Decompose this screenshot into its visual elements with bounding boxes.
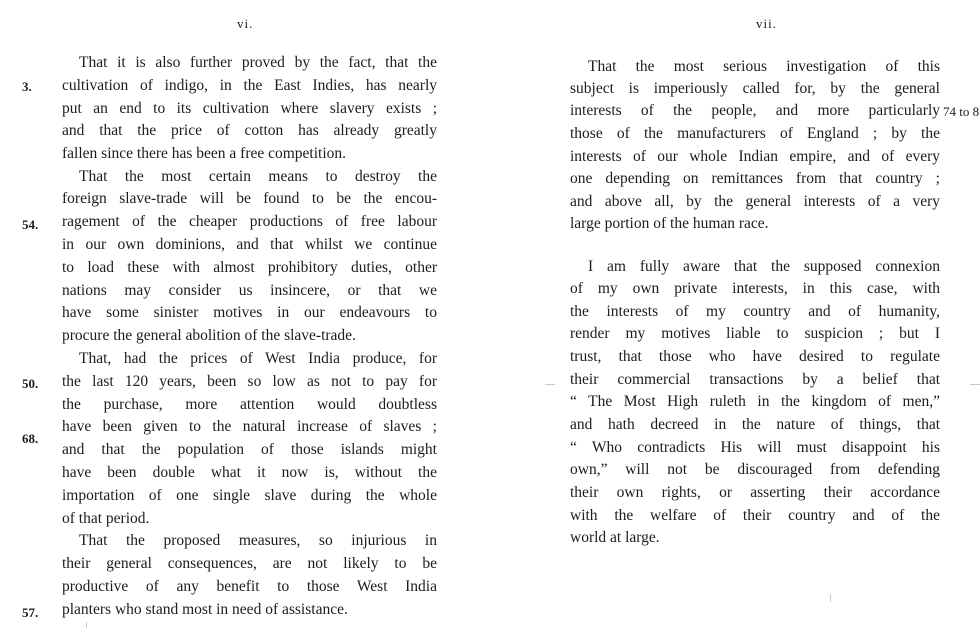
- text-line: and above all, by the general interests of a very: [570, 193, 940, 210]
- page-number-right: vii.: [756, 16, 777, 31]
- text-line: have been double what it now is, without the: [62, 464, 437, 481]
- text-line: their commercial transactions by a belief that: [570, 371, 940, 388]
- text-line: interests of our whole Indian empire, and of every: [570, 148, 940, 165]
- text-line: That the most certain means to destroy the: [79, 168, 437, 185]
- crop-mark: [86, 622, 87, 628]
- text-line: the purchase, more attention would doubtless: [62, 396, 437, 413]
- text-line: with the welfare of their country and of the: [570, 507, 940, 524]
- text-line: to load these with almost prohibitory duties, other: [62, 259, 437, 276]
- text-line: put an end to its cultivation where slavery exists ;: [62, 100, 437, 117]
- text-line: trust, that those who have desired to regulate: [570, 348, 940, 365]
- text-line: planters who stand most in need of assistance.: [62, 601, 348, 618]
- page-number-left: vi.: [237, 16, 254, 31]
- text-line: those of the manufacturers of England ; by the: [570, 125, 940, 142]
- text-line: foreign slave-trade will be found to be the encou-: [62, 190, 437, 207]
- text-line: large portion of the human race.: [570, 215, 769, 232]
- text-line: subject is imperiously called for, by the general: [570, 80, 940, 97]
- text-line: That, had the prices of West India produce, for: [79, 350, 437, 367]
- margin-reference: 57.: [22, 605, 39, 620]
- text-line: That the most serious investigation of this: [588, 58, 940, 75]
- text-line: in our own dominions, and that whilst we continue: [62, 236, 437, 253]
- text-line: ragement of the cheaper productions of free labour: [62, 213, 437, 230]
- text-line: render my motives liable to suspicion ; but I: [570, 325, 940, 342]
- crop-mark: [970, 384, 980, 385]
- margin-reference: 50.: [22, 376, 39, 391]
- text-line: interests of the people, and more particularly: [570, 102, 940, 119]
- text-line: their own rights, or asserting their accordance: [570, 484, 940, 501]
- margin-reference: 74 to 8: [943, 104, 980, 119]
- text-line: the interests of my country and of humanity,: [570, 303, 940, 320]
- text-line: world at large.: [570, 529, 660, 546]
- text-line: nations may consider us insincere, or that we: [62, 282, 437, 299]
- text-line: cultivation of indigo, in the East Indies, has nearly: [62, 77, 437, 94]
- text-line: “ The Most High ruleth in the kingdom of men,”: [570, 393, 940, 410]
- text-line: productive of any benefit to those West India: [62, 578, 437, 595]
- crop-mark: [545, 384, 555, 385]
- text-line: of that period.: [62, 510, 150, 527]
- text-line: have been given to the natural increase of slaves ;: [62, 418, 437, 435]
- text-line: have some sinister motives in our endeavours to: [62, 304, 437, 321]
- text-line: That it is also further proved by the fact, that the: [79, 54, 437, 71]
- margin-reference: 54.: [22, 217, 39, 232]
- margin-reference: 68.: [22, 431, 39, 446]
- text-line: I am fully aware that the supposed connexion: [588, 258, 940, 275]
- text-line: the last 120 years, been so low as not to pay for: [62, 373, 437, 390]
- crop-mark: [830, 594, 831, 602]
- text-line: “ Who contradicts His will must disappoint his: [570, 439, 940, 456]
- text-line: and hath decreed in the nature of things, that: [570, 416, 940, 433]
- text-line: and that the population of those islands might: [62, 441, 437, 458]
- text-line: and that the price of cotton has already greatly: [62, 122, 437, 139]
- text-line: importation of one single slave during the whole: [62, 487, 437, 504]
- text-line: fallen since there has been a free competition.: [62, 145, 347, 162]
- text-line: of my own private interests, in this case, with: [570, 280, 940, 297]
- margin-reference: 3.: [22, 79, 32, 94]
- text-line: own,” will not be discouraged from defending: [570, 461, 940, 478]
- text-line: one depending on remittances from that country ;: [570, 170, 940, 187]
- text-line: their general consequences, are not likely to be: [62, 555, 437, 572]
- text-line: That the proposed measures, so injurious in: [79, 532, 437, 549]
- text-line: procure the general abolition of the slave-trade.: [62, 327, 356, 344]
